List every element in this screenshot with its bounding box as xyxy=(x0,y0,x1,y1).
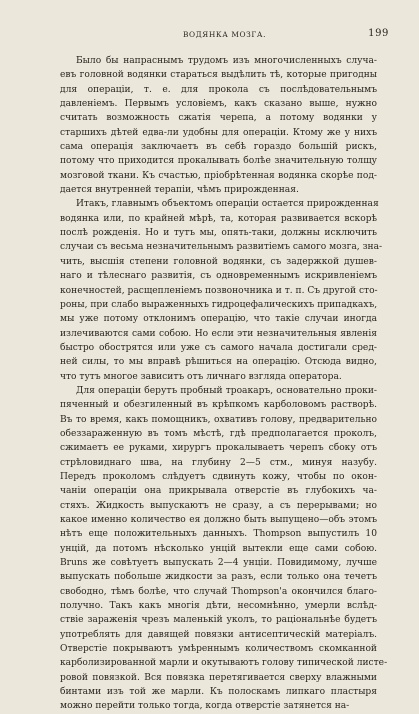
text-line: наго и тѣлеснаго развитія, съ одновременнымъ искривленіемъ xyxy=(60,271,377,282)
text-line: сама операція заключаетъ въ себѣ гораздо большій рискъ, xyxy=(60,142,377,153)
text-line: пяченный и обезгиленный въ крѣпкомъ карболовомъ растворѣ. xyxy=(60,400,377,411)
text-line: карболизированной марли и окутываютъ голову типической листе- xyxy=(60,658,388,669)
text-line: Отверстіе покрываютъ умѣреннымъ количествомъ скомканной xyxy=(60,644,377,655)
paragraph xyxy=(60,197,383,383)
text-line: ствіе зараженія чрезъ маленькій уколъ, то раціональнѣе будетъ xyxy=(60,615,377,626)
text-line: ровой повязкой. Вся повязка перетягивается сверху влажными xyxy=(60,672,377,683)
text-line: Было бы напраснымъ трудомъ изъ многочисленныхъ случа- xyxy=(76,56,377,66)
text-line: послѣ рожденія. Но и тутъ мы, опять-таки, должны исключить xyxy=(60,228,377,239)
text-line: можно перейти только тогда, когда отверстіе затянется на- xyxy=(60,701,350,712)
text-line: евъ головной водянки стараться выдѣлить тѣ, которые пригодны xyxy=(60,70,377,81)
text-line: роны, при слабо выраженныхъ гидроцефалическихъ припадкахъ, xyxy=(60,299,378,310)
text-line: нѣтъ еще положительныхъ данныхъ. Thompson выпустилъ 10 xyxy=(60,529,377,540)
text-line: свободно, тѣмъ болѣе, что случай Thompson'а окончился благо- xyxy=(60,586,377,597)
text-line: потому что приходится прокалывать болѣе значительную толщу xyxy=(60,156,377,167)
text-line: водянка или, по крайней мѣрѣ, та, которая развивается вскорѣ xyxy=(60,213,377,224)
text-line: сжимаетъ ее руками, хирургъ прокалываетъ черепъ сбоку отъ xyxy=(60,443,377,454)
running-head xyxy=(60,30,389,42)
text-line: старшихъ дѣтей едва-ли удобны для операціи. Ктому же у нихъ xyxy=(60,127,377,138)
text-line: что тутъ многое зависитъ отъ личнаго взгляда оператора. xyxy=(60,371,342,382)
text-line: давленіемъ. Первымъ условіемъ, какъ сказано выше, нужно xyxy=(60,99,377,110)
text-line: Bruns же совѣтуетъ выпускать 2—4 унціи. Повидимому, лучше xyxy=(60,558,377,569)
text-line: мозговой ткани. Къ счастью, пріобрѣтенная водянка скорѣе под- xyxy=(60,170,377,181)
text-line: употреблять для давящей повязки антисептическій матеріалъ. xyxy=(60,629,377,640)
paragraph xyxy=(60,384,388,714)
text-line: случаи съ весьма незначительнымъ развитіемъ самого мозга, зна- xyxy=(60,242,383,253)
text-line: Итакъ, главнымъ объектомъ операціи остается прирожденная xyxy=(76,199,379,210)
text-line: чить, высшія степени головной водянки, съ задержкой душев- xyxy=(60,256,377,267)
text-line: унцій, да потомъ нѣсколько унцій вытекли еще сами собою. xyxy=(60,543,377,554)
text-line: чаніи операціи она прикрывала отверстіе въ глубокихъ ча- xyxy=(60,486,377,497)
text-line: выпускать побольше жидкости за разъ, если только она течетъ xyxy=(60,572,377,583)
text-line: Передъ проколомъ слѣдуетъ сдвинуть кожу, чтобы по окон- xyxy=(60,471,377,482)
text-line: быстро обострятся или уже съ самого начала достигали сред- xyxy=(60,342,377,353)
text-line: бинтами изъ той же марли. Къ полоскамъ липкаго пластыря xyxy=(60,687,377,698)
text-line: излечиваются сами собою. Но если эти незначительныя явленія xyxy=(60,328,377,339)
text-line: стяхъ. Жидкость выпускаютъ не сразу, а съ перерывами; но xyxy=(60,500,377,511)
text-line: считать возможность сжатія черепа, а потому водянки у xyxy=(60,113,377,124)
text-line: для операціи, т. е. для прокола съ послѣдовательнымъ xyxy=(60,84,377,95)
text-line: конечностей, расщепленіемъ позвоночника и т. п. Съ другой сто- xyxy=(60,285,378,296)
text-line: Для операціи берутъ пробный троакаръ, основательно проки- xyxy=(76,385,377,396)
running-title: ВОДЯНКА МОЗГА. xyxy=(182,30,267,39)
text-line: стрѣловиднаго шва, на глубину 2—5 стм., минуя назубу. xyxy=(60,457,377,468)
text-line: получно. Такъ какъ многія дѣти, несомнѣнно, умерли вслѣд- xyxy=(60,601,377,612)
text-line: мы уже потому отклонимъ операцію, что такіе случаи иногда xyxy=(60,314,377,325)
text-line: обеззараженную въ томъ мѣстѣ, гдѣ предполагается проколъ, xyxy=(60,428,377,439)
text-line: какое именно количество ея должно быть выпущено—объ этомъ xyxy=(60,515,377,525)
page-number: 199 xyxy=(368,28,389,39)
text-line: дается внутренней терапіи, чѣмъ прирожденная. xyxy=(60,185,299,196)
body-text xyxy=(60,54,388,714)
paragraph xyxy=(60,54,377,197)
text-line: Въ то время, какъ помощникъ, охвативъ голову, предварительно xyxy=(60,414,377,425)
text-line: ней силы, то мы вправѣ рѣшиться на операцію. Отсюда видно, xyxy=(60,357,377,368)
